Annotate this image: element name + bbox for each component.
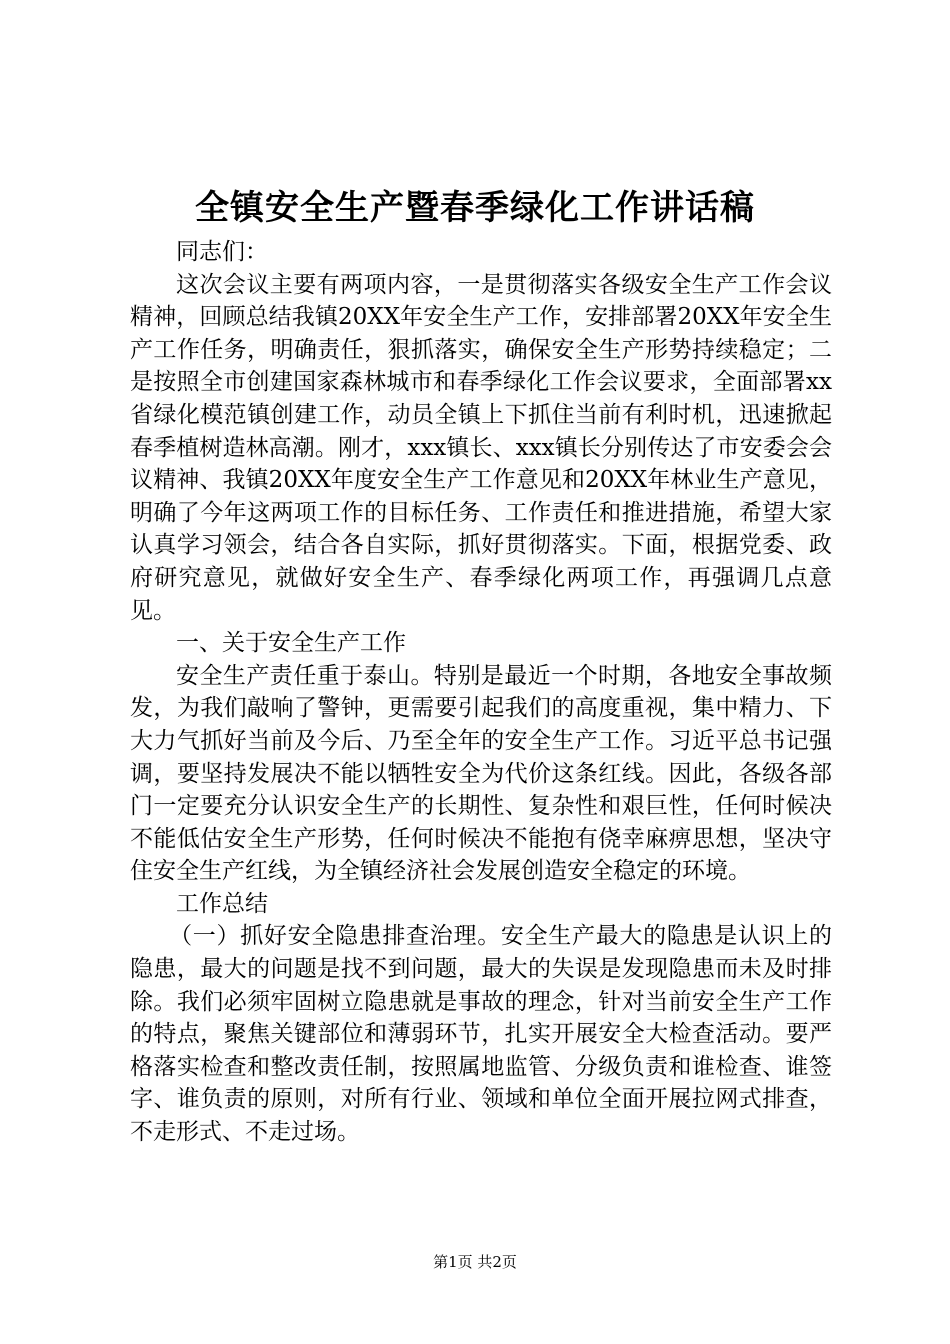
paragraph-hazard-inspection: （一）抓好安全隐患排查治理。安全生产最大的隐患是认识上的隐患，最大的问题是找不到问题，最大的失误是发现隐患而未及时排除。我们必须牢固树立隐患就是事故的理念，针对当前安全生产工作的特点，聚焦关键部位和薄弱环节，扎实开展安全大检查活动。要严格落实检查和整改责任制，按照属地监管、分级负责和谁检查、谁签字、谁负责的原则，对所有行业、领域和单位全面开展拉网式排查，不走形式、不走过场。 [130, 923, 832, 1146]
document-body [130, 236, 832, 1149]
section-heading-summary: 工作总结 [176, 890, 268, 917]
paragraph-safety: 安全生产责任重于泰山。特别是最近一个时期，各地安全事故频发，为我们敲响了警钟，更需要引起我们的高度重视，集中精力、下大力气抓好当前及今后、乃至全年的安全生产工作。习近平总书记强调，要坚持发展决不能以牺牲安全为代价这条红线。因此，各级各部门一定要充分认识安全生产的长期性、复杂性和艰巨性，任何时候决不能低估安全生产形势，任何时候决不能抱有侥幸麻痹思想，坚决守住安全生产红线，为全镇经济社会发展创造安全稳定的环境。 [130, 662, 832, 885]
salutation: 同志们： [176, 239, 268, 265]
page-footer: 第1页 共2页 [433, 1253, 517, 1271]
section-heading-safety: 一、关于安全生产工作 [176, 630, 406, 657]
paragraph-intro: 这次会议主要有两项内容，一是贯彻落实各级安全生产工作会议精神，回顾总结我镇20XX年安全生产工作，安排部署20XX年安全生产工作任务，明确责任，狠抓落实，确保安全生产形势持续稳定；二是按照全市创建国家森林城市和春季绿化工作会议要求，全面部署xx省绿化模范镇创建工作，动员全镇上下抓住当前有利时机，迅速掀起春季植树造林高潮。刚才，xxx镇长、xxx镇长分别传达了市安委会会议精神、我镇20XX年度安全生产工作意见和20XX年林业生产意见，明确了今年这两项工作的目标任务、工作责任和推进措施，希望大家认真学习领会，结合各自实际，抓好贯彻落实。下面，根据党委、政府研究意见，就做好安全生产、春季绿化两项工作，再强调几点意见。 [130, 271, 832, 624]
document-title: 全镇安全生产暨春季绿化工作讲话稿 [195, 188, 755, 228]
